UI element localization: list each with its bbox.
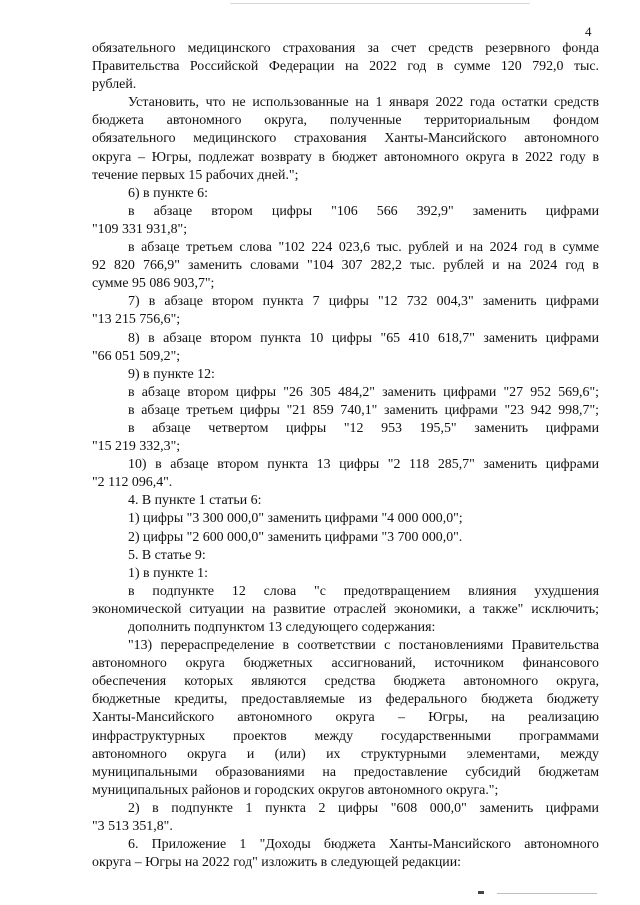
text-line: 10) в абзаце втором пункта 13 цифры "2 118 285,7" заменить цифрами <box>128 457 599 473</box>
text-line: 7) в абзаце втором пункта 7 цифры "12 732 004,3" заменить цифрами <box>128 294 599 310</box>
text-line: "3 513 351,8". <box>92 819 173 835</box>
text-line: сумме 95 086 903,7"; <box>92 276 215 292</box>
text-line: автономного округа бюджетных ассигнований, источником финансового <box>92 656 599 672</box>
text-line: обязательного медицинского страхования за счет средств резервного фонда <box>92 41 599 56</box>
text-line: "66 051 509,2"; <box>92 348 181 364</box>
text-line: 8) в абзаце втором пункта 10 цифры "65 410 618,7" заменить цифрами <box>128 330 599 346</box>
text-line: бюджета автономного округа, полученные территориальным фондом <box>92 113 599 129</box>
text-line: 2) в подпункте 1 пункта 2 цифры "608 000,0" заменить цифрами <box>128 800 599 816</box>
text-line: в подпункте 12 слова "с предотвращением влияния ухудшения <box>128 583 599 599</box>
text-line: "15 219 332,3"; <box>92 439 181 455</box>
text-line: в абзаце втором цифры "106 566 392,9" заменить цифрами <box>128 203 599 219</box>
text-line: в абзаце третьем слова "102 224 023,6 тыс. рублей и на 2024 год в сумме <box>128 240 599 256</box>
scan-mark <box>478 891 484 894</box>
text-line: "109 331 931,8"; <box>92 221 188 237</box>
top-scan-line <box>230 3 530 4</box>
text-line: в абзаце втором цифры "26 305 484,2" заменить цифрами "27 952 569,6"; <box>128 384 599 400</box>
text-line: округа – Югры на 2022 год" изложить в следующей редакции: <box>92 855 462 871</box>
text-line: муниципальных районов и городских округов автономного округа."; <box>92 782 499 798</box>
text-line: в абзаце третьем цифры "21 859 740,1" заменить цифрами "23 942 998,7"; <box>128 402 599 418</box>
text-line: 1) цифры "3 300 000,0" заменить цифрами "4 000 000,0"; <box>128 511 463 527</box>
text-line: 1) в пункте 1: <box>128 565 208 581</box>
document-body <box>92 40 599 872</box>
bottom-scan-line <box>497 893 597 894</box>
text-line: Правительства Российской Федерации на 2022 год в сумме 120 792,0 тыс. <box>92 59 599 75</box>
text-line: в абзаце четвертом цифры "12 953 195,5" заменить цифрами <box>128 420 599 436</box>
text-line: экономической ситуации на развитие отраслей экономики, а также" исключить; <box>92 601 599 617</box>
text-line: обеспечения которых являются средства бюджета автономного округа, <box>92 674 599 690</box>
text-line: 6) в пункте 6: <box>128 185 208 201</box>
text-line: 4. В пункте 1 статьи 6: <box>128 493 262 509</box>
text-line: обязательного медицинского страхования Ханты-Мансийского автономного <box>92 131 599 147</box>
text-line: "13 215 756,6"; <box>92 312 181 328</box>
text-line: течение первых 15 рабочих дней."; <box>92 167 299 183</box>
text-line: автономного округа и (или) их структурными элементами, между <box>92 746 599 762</box>
text-line: 5. В статье 9: <box>128 547 206 563</box>
text-line: Установить, что не использованные на 1 января 2022 года остатки средств <box>128 95 599 111</box>
text-line: дополнить подпунктом 13 следующего содержания: <box>128 620 436 635</box>
page-number: 4 <box>585 24 592 39</box>
text-line: 2) цифры "2 600 000,0" заменить цифрами "3 700 000,0". <box>128 529 463 545</box>
text-line: 92 820 766,9" заменить словами "104 307 282,2 тыс. рублей и на 2024 год в <box>92 258 599 274</box>
text-line: 9) в пункте 12: <box>128 366 215 382</box>
text-line: Ханты-Мансийского автономного округа – Югры, на реализацию <box>92 710 599 726</box>
text-line: инфраструктурных проектов между государственными программами <box>92 728 599 744</box>
text-line: "2 112 096,4". <box>92 475 173 491</box>
text-line: округа – Югры, подлежат возврату в бюджет автономного округа в 2022 году в <box>92 149 599 165</box>
text-line: рублей. <box>92 77 137 93</box>
text-line: бюджетные кредиты, предоставляемые из федерального бюджета бюджету <box>92 692 599 708</box>
text-line: 6. Приложение 1 "Доходы бюджета Ханты-Мансийского автономного <box>128 837 599 853</box>
text-line: муниципальными образованиями на предоставление субсидий бюджетам <box>92 764 599 780</box>
text-line: "13) перераспределение в соответствии с постановлениями Правительства <box>128 638 599 654</box>
